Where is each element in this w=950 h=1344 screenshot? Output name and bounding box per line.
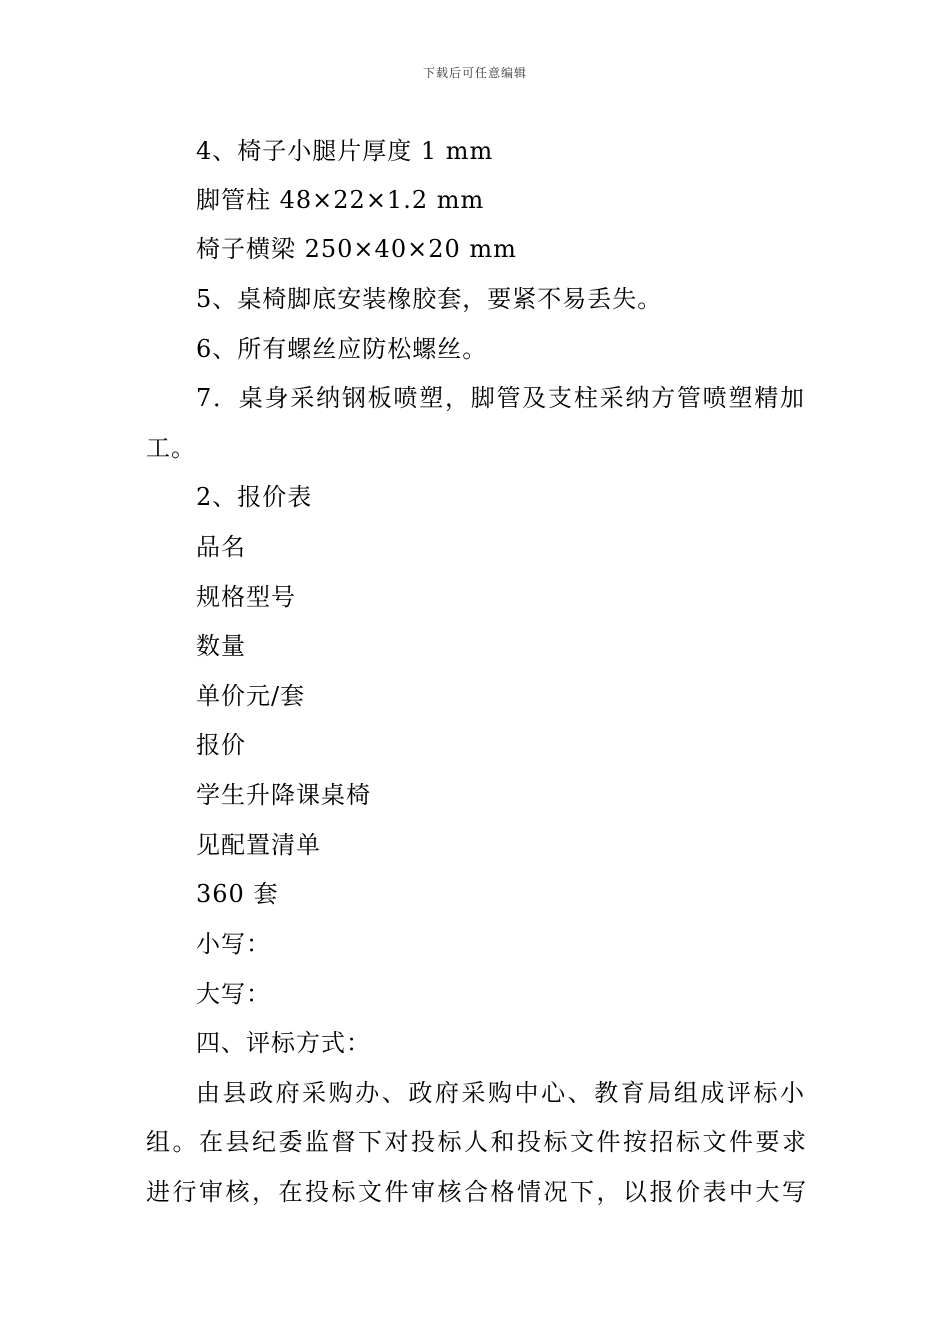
spec-leg-plate-thickness: 4、椅子小腿片厚度 1 mm	[196, 137, 494, 165]
section-evaluation-method: 四、评标方式：	[196, 1029, 371, 1057]
quote-col-price: 报价	[196, 731, 246, 759]
page-header: 下载后可任意编辑	[422, 66, 527, 80]
evaluation-paragraph-line-1: 由县政府采购办、政府采购中心、教育局组成评标小	[196, 1079, 804, 1107]
quote-value-lowercase: 小写：	[196, 930, 271, 958]
quote-col-unit-price: 单价元/套	[196, 682, 306, 710]
quote-value-spec: 见配置清单	[196, 831, 321, 859]
spec-chair-crossbeam: 椅子横梁 250×40×20 mm	[196, 235, 517, 263]
spec-anti-loose-screws: 6、所有螺丝应防松螺丝。	[196, 335, 488, 363]
quote-value-uppercase: 大写：	[196, 980, 271, 1008]
spec-surface-finish-cont: 工。	[146, 434, 196, 462]
spec-rubber-feet: 5、桌椅脚底安装橡胶套，要紧不易丢失。	[196, 285, 663, 313]
spec-surface-finish: 7．桌身采纳钢板喷塑，脚管及支柱采纳方管喷塑精加	[196, 384, 804, 412]
quote-value-item-name: 学生升降课桌椅	[196, 781, 371, 809]
quote-col-quantity: 数量	[196, 632, 246, 660]
section-quote-table: 2、报价表	[196, 483, 313, 511]
spec-leg-post: 脚管柱 48×22×1.2 mm	[196, 186, 485, 214]
evaluation-paragraph-line-3: 进行审核，在投标文件审核合格情况下，以报价表中大写	[146, 1178, 806, 1206]
quote-col-item-name: 品名	[196, 533, 246, 561]
quote-value-quantity: 360 套	[196, 880, 279, 908]
quote-col-spec-model: 规格型号	[196, 583, 296, 611]
evaluation-paragraph-line-2: 组。在县纪委监督下对投标人和投标文件按招标文件要求	[146, 1128, 806, 1156]
